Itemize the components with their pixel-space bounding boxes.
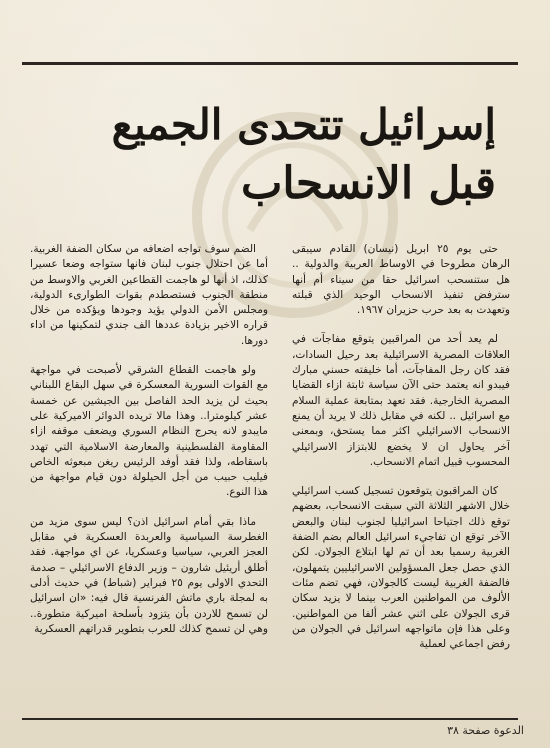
paragraph: الضم سوف تواجه اضعافه من سكان الضفة الغربية. أما عن احتلال جنوب لبنان فانها ستواجه وضعا عسيرا كذلك، اذ أنها لو هاجمت القطاعين الغربي والاوسط من منطقة الجنوب فستصطدم بقوات الطوارىء الدولية، ومجلس الأمن الدولي يؤيد وجودها ويؤكده من خلال قراره الاخير بزيادة عددها الف جندي لتمكينها من اداء دورها.	[30, 243, 268, 347]
bottom-rule	[22, 718, 518, 720]
headline-line-1: إسرائيل تتحدى الجميع	[111, 100, 496, 149]
paragraph: ماذا بقي أمام اسرائيل اذن؟ ليس سوى مزيد من الغطرسة السياسية والعربدة العسكرية في مقابل العجز العربي، سياسيا وعسكريا، عن اي مواجهة. فقد أطلق أريئيل شارون – وزير الدفاع الاسرائيلي – صدمة التحدي الاولى يوم ٢٥ فبراير (شباط) في حديث أدلى به لمجلة باري ماتش الفرنسية قال فيه: «ان اسرائيل لن تسمح للاردن بأن يتزود بأسلحة اميركية متطورة.. وهي لن تسمح كذلك للعرب بتطوير قدراتهم العسكرية	[30, 515, 268, 635]
paragraph: ولو هاجمت القطاع الشرقي لأصبحت في مواجهة مع القوات السورية المعسكرة في سهل البقاع اللبناني بحيث لن يزيد الحد الفاصل بين الجيشين عن خمسة عشر كيلومترا.. وهذا مالا تريده الدوائر الاميركية على مايبدو لانه يحرج النظام السوري ويضعف موقفه ازاء المقاومة الفلسطينية والمعارضة الاسلامية التي تهدد باسقاطه، ولذا فقد أوفد الرئيس ريغن مبعوثه الخاص فيليب حبيب من أجل الحيلولة دون قيام مواجهة من هذا النوع.	[30, 364, 268, 499]
paragraph: كان المراقبون يتوقعون تسجيل كسب اسرائيلي خلال الاشهر الثلاثة التي سبقت الانسحاب، بعضهم توقع ذلك اجتياحا اسرائيليا لجنوب لبنان والبعض الآخر توقع ان تفاجيء اسرائيل العالم بضم الضفة الغربية رسميا بعد أن تم لها ابتلاع الجولان. لكن الذي حصل جعل المسؤولين الاسرائيليين يتمهلون، فالضفة الغربية ليست كالجولان، فهي تضم مئات الألوف من المواطنين العرب بينما لا يزيد سكان قرى الجولان على اثني عشر ألفا من المواطنين. وعلى هذا فإن ماتواجهه اسرائيل في الجولان من رفض اجماعي لعملية	[292, 485, 510, 651]
paragraph: حتى يوم ٢٥ ابريل (نيسان) القادم سيبقى الرهان مطروحا في الاوساط العربية والدولية .. هل ستنسحب اسرائيل حقا من سيناء أم أنها سترفض تنفيذ الانسحاب الوحيد الذي قبلته وتعهدت به بعد حرب حزيران ١٩٦٧.	[292, 243, 510, 317]
article-column-right	[292, 242, 510, 712]
article-column-left	[30, 242, 268, 712]
paragraph: لم يعد أحد من المراقبين يتوقع مفاجآت في العلاقات المصرية الاسرائيلية بعد رحيل السادات، فقد كان رجل المفاجآت، أما خليفته حسني مبارك فيبدو انه يعتمد حتى الآن سياسة ثابتة ازاء القضايا المصرية الخارجية. فقد تعهد بمتابعة عملية السلام مع اسرائيل .. لكنه في مقابل ذلك لا يريد أن يمنع الانسحاب الاسرائيلي اكثر مما يستحق، وبمعنى آخر يحاول ان لا يخضع للابتزاز الاسرائيلي المحسوب قبيل اتمام الانسحاب.	[292, 333, 510, 468]
page-footer: الدعوة صفحة ٣٨	[447, 724, 524, 737]
headline-line-2: قبل الانسحاب	[241, 158, 496, 209]
top-rule	[22, 62, 518, 65]
